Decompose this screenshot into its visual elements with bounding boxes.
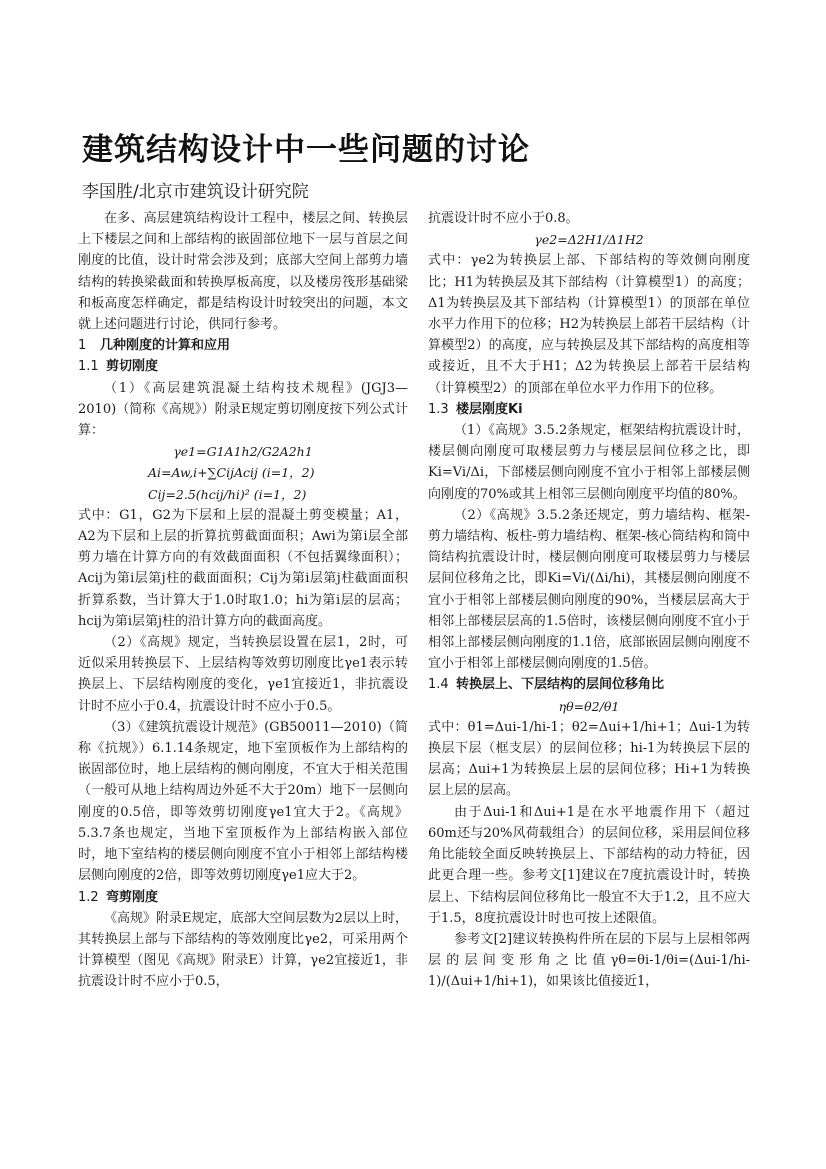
body-paragraph: 在多、高层建筑结构设计工程中，楼层之间、转换层上下楼层之间和上部结构的嵌固部位地下一层与首层之间刚度的比值，设计时常会涉及到；底部大空间上部剪力墙结构的转换梁截面和转换厚板高度，以及楼房筏形基础梁和板高度怎样确定，都是结构设计时较突出的问题，本文就上述问题进行讨论，供同行参考。 — [78, 211, 408, 333]
body-paragraph: 式中：G1，G2为下层和上层的混凝土剪变模量；A1，A2为下层和上层的折算抗剪截面面积；Awi为第i层全部剪力墙在计算方向的有效截面面积（不包括翼缘面积）；Acij为第i层第j柱的截面面积；Cij为第i层第j柱截面面积折算系数，当计算大于1.0时取1.0；hi为第i层的层高；hcij为第i层第j柱的沿计算方向的截面高度。 — [78, 507, 408, 629]
section-heading-text: 楼层刚度Ki — [456, 401, 523, 417]
body-paragraph: （2）《高规》3.5.2条还规定，剪力墙结构、框架-剪力墙结构、板柱-剪力墙结构、框架-核心筒结构和筒中筒结构抗震设计时，楼层侧向刚度可取楼层剪力与楼层层间位移角之比，即Ki=Vi/(Δi/hi)，其楼层侧向刚度不宜小于相邻上部楼层侧向刚度的90%，当楼层层高大于相邻上部楼层层高的1.5倍时，该楼层侧向刚度不宜小于相邻上部楼层侧向刚度的1.1倍，底部嵌固层侧向刚度不宜小于相邻上部楼层侧向刚度的1.5倍。 — [428, 507, 750, 672]
body-paragraph: 《高规》附录E规定，底部大空间层数为2层以上时，其转换层上部与下部结构的等效刚度比γe2，可采用两个计算模型（图见《高规》附录E）计算，γe2宜接近1，非抗震设计时不应小于0.5， — [78, 910, 408, 990]
body-paragraph: 式中：θ1=Δui-1/hi-1；θ2=Δui+1/hi+1；Δui-1为转换层下层（框支层）的层间位移；hi-1为转换层下层的层高；Δui+1为转换层上层的层间位移；Hi+1为转换层上层的层高。 — [428, 719, 750, 799]
body-paragraph: 式中：γe2为转换层上部、下部结构的等效侧向刚度比；H1为转换层及其下部结构（计算模型1）的高度；Δ1为转换层及其下部结构（计算模型1）的顶部在单位水平力作用下的位移；H2为转换层上部若干层结构（计算模型2）的高度，应与转换层及其下部结构的高度相等或接近，且不大于H1；Δ2为转换层上部若干层结构（计算模型2）的顶部在单位水平力作用下的位移。 — [428, 253, 750, 396]
section-number: 1.2 — [78, 889, 99, 905]
section-heading — [78, 335, 408, 356]
section-heading-text: 弯剪刚度 — [106, 889, 159, 905]
section-number: 1.3 — [428, 401, 449, 417]
article-title: 建筑结构设计中一些问题的讨论 — [82, 132, 530, 168]
section-number: 1.1 — [78, 359, 99, 375]
left-column — [78, 208, 408, 993]
equation: Cij=2.5(hcij/hi)² (i=1，2) — [148, 486, 307, 502]
equation: γe2=Δ2H1/Δ1H2 — [534, 232, 644, 248]
section-number: 1 — [78, 338, 87, 354]
body-paragraph: （2）《高规》规定，当转换层设置在层1，2时，可近似采用转换层下、上层结构等效剪切刚度比γe1表示转换层上、下层结构刚度的变化，γe1宜接近1，非抗震设计时不应小于0.4，抗震设计时不应小于0.5。 — [78, 635, 408, 714]
equation: ηθ=θ2/θ1 — [558, 698, 620, 714]
body-paragraph: （3）《建筑抗震设计规范》(GB50011—2010)（简称《抗规》）6.1.14条规定，地下室顶板作为上部结构的嵌固部位时，地上层结构的侧向刚度，不宜大于相关范围（一般可从地上结构周边外延不大于20m）地下一层侧向刚度的0.5倍，即等效剪切刚度γe1宜大于2。《高规》5.3.7条也规定，当地下室顶板作为上部结构嵌入部位时，地下室结构的楼层侧向刚度不宜小于相邻上部结构楼层侧向刚度的2倍，即等效剪切刚度γe1应大于2。 — [78, 719, 408, 884]
body-paragraph: 由于Δui-1和Δui+1是在水平地震作用下（超过60m还与20%风荷载组合）的层间位移，采用层间位移角比能较全面反映转换层上、下部结构的动力特征，因此更合理一些。参考文[1]建议在7度抗震设计时，转换层上、下结构层间位移角比一般宜不大于1.2，且不应大于1.5，8度抗震设计时也可按上述限值。 — [428, 804, 750, 926]
section-number: 1.4 — [428, 677, 449, 693]
section-heading — [428, 674, 750, 695]
body-paragraph: 抗震设计时不应小于0.8。 — [428, 211, 579, 226]
body-paragraph: 参考文[2]建议转换构件所在层的下层与上层相邻两层的层间变形角之比值γθ=θi-1/θi=(Δui-1/hi-1)/(Δui+1/hi+1)，如果该比值接近1， — [428, 931, 750, 990]
equation: γe1=G1A1h2/G2A2h1 — [173, 444, 313, 460]
section-heading-text: 转换层上、下层结构的层间位移角比 — [456, 677, 665, 693]
author-byline: 李国胜/北京市建筑设计研究院 — [82, 182, 309, 202]
equation: Ai=Aw,i+∑CijAcij (i=1，2) — [148, 465, 315, 481]
section-heading — [428, 399, 750, 420]
body-paragraph: （1）《高规》3.5.2条规定，框架结构抗震设计时，楼层侧向刚度可取楼层剪力与楼层层间位移之比，即Ki=Vi/Δi，下部楼层侧向刚度不宜小于相邻上部楼层侧向刚度的70%或其上相邻三层侧向刚度平均值的80%。 — [428, 423, 750, 502]
section-heading — [78, 887, 408, 908]
section-heading-text: 几种刚度的计算和应用 — [100, 338, 231, 354]
body-paragraph: （1）《高层建筑混凝土结构技术规程》(JGJ3—2010)（简称《高规》）附录E规定剪切刚度按下列公式计算： — [78, 380, 408, 439]
right-column — [428, 208, 750, 993]
section-heading — [78, 356, 408, 377]
section-heading-text: 剪切刚度 — [106, 359, 159, 375]
